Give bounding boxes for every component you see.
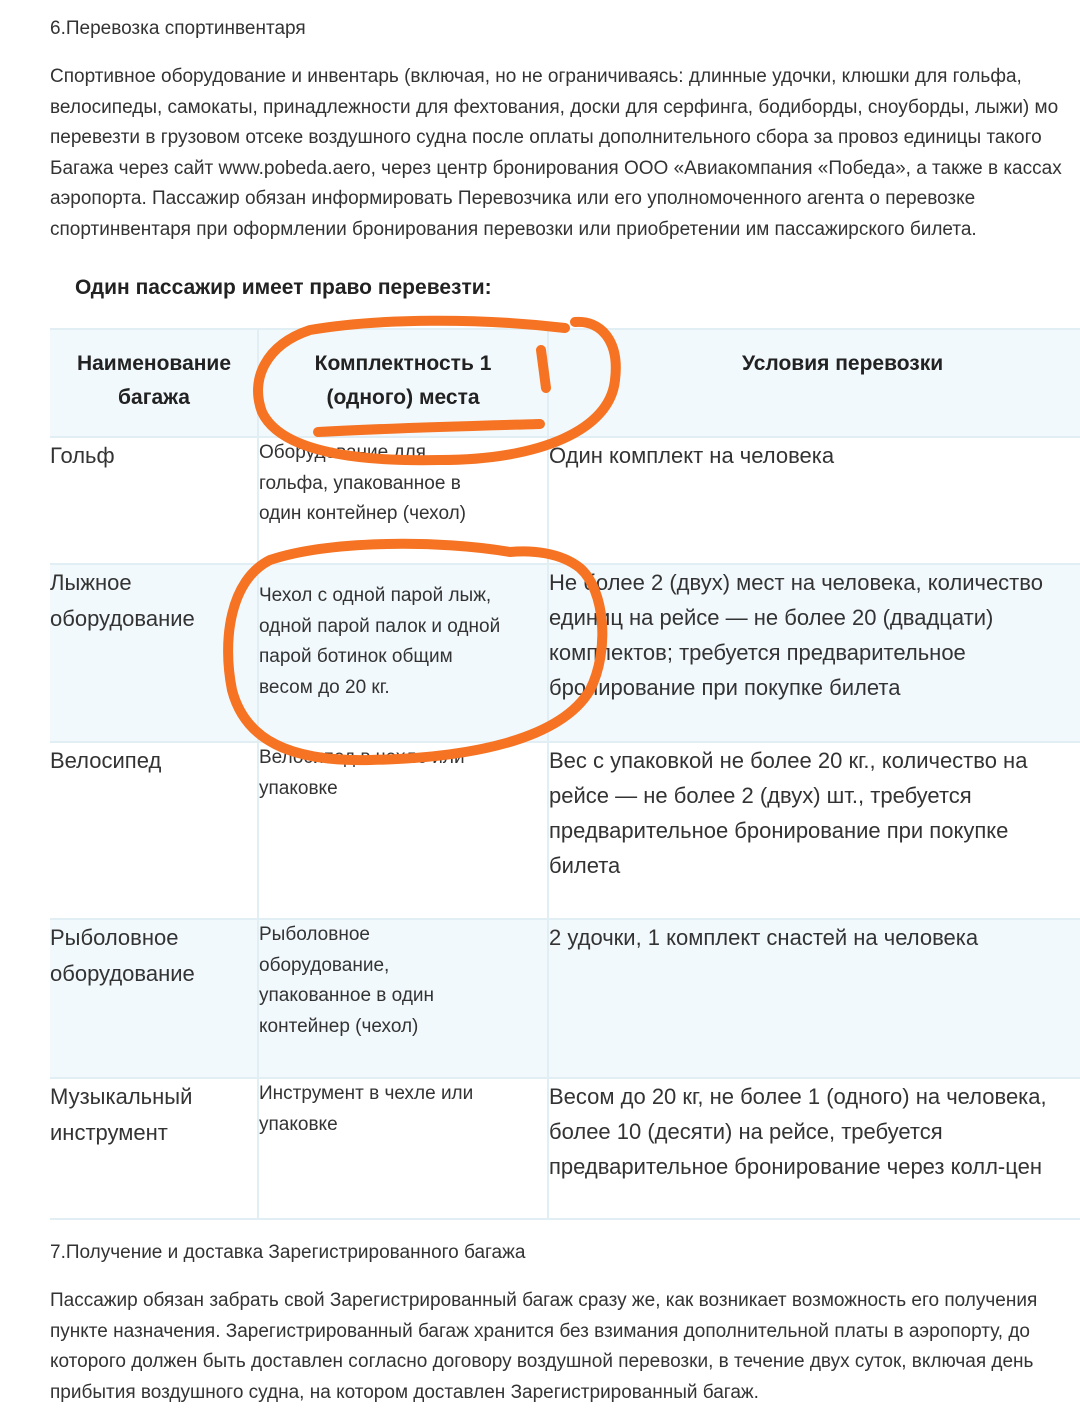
header-set: Комплектность 1 (одного) места [258,329,548,437]
cell-set: Оборудование для гольфа, упакованное в один контейнер (чехол) [258,437,548,564]
paragraph-line: Пассажир обязан забрать свой Зарегистрированный багаж сразу же, как возникает возможность его получения [50,1290,1038,1311]
table-row [50,1078,1080,1219]
header-conditions: Условия перевозки [548,329,1080,437]
baggage-table [50,328,1080,1220]
cell-conditions: Весом до 20 кг, не более 1 (одного) на человека, более 10 (десяти) на рейсе, требуется предварительное бронирование через колл-цен [548,1078,1080,1219]
table-header-row [50,329,1080,437]
cell-conditions: Не более 2 (двух) мест на человека, количество единиц на рейсе — не более 20 (двадцати) комплектов; требуется предварительное бронирование при покупке билета [548,564,1080,742]
cell-conditions: Вес с упаковкой не более 20 кг., количество на рейсе — не более 2 (двух) шт., требуется предварительное бронирование при покупке билета [548,742,1080,919]
cell-set: Велосипед в чехле или упаковке [258,742,548,919]
paragraph-line: Багажа через сайт www.pobeda.aero, через центр бронирования ООО «Авиакомпания «Победа», а также в кассах [50,157,1062,179]
paragraph-line: аэропорта. Пассажир обязан информировать Перевозчика или его уполномоченного агента о перевозке [50,188,976,209]
cell-set: Рыболовное оборудование, упакованное в один контейнер (чехол) [258,919,548,1078]
paragraph-line: спортинвентаря при оформлении бронирования перевозки или приобретении им пассажирского билета. [50,218,977,240]
cell-set: Инструмент в чехле или упаковке [258,1078,548,1219]
cell-name: Гольф [50,443,115,468]
paragraph-line: пункте назначения. Зарегистрированный багаж хранится без взимания дополнительной платы в аэропорту, до [50,1320,1030,1342]
cell-conditions: 2 удочки, 1 комплект снастей на человека [548,919,1080,1078]
table-row [50,437,1080,564]
section-6-title: 6.Перевозка спортинвентаря [50,18,306,39]
paragraph-line: перевезти в грузовом отсеке воздушного судна после оплаты дополнительного сбора за провоз единицы такого [50,127,1042,148]
cell-name: Велосипед [50,748,162,773]
section-7-paragraph [50,1286,1080,1408]
paragraph-line: прибытия воздушного судна, на котором доставлен Зарегистрированный багаж. [50,1381,759,1403]
paragraph-line: велосипеды, самокаты, принадлежности для фехтования, доски для серфинга, бодиборды, сноуборды, лыжи) мо [50,96,1059,118]
table-row [50,919,1080,1078]
table-row [50,564,1080,742]
cell-conditions: Один комплект на человека [548,437,1080,564]
paragraph-line: Спортивное оборудование и инвентарь (включая, но не ограничиваясь: длинные удочки, клюшки для гольфа, [50,66,1022,87]
section-7-title: 7.Получение и доставка Зарегистрированного багажа [50,1242,526,1263]
cell-name: Музыкальный инструмент [50,1084,193,1145]
paragraph-line: которого должен быть доставлен согласно договору воздушной перевозки, в течение двух суток, включая день [50,1351,1034,1372]
cell-name: Рыболовное оборудование [50,925,195,986]
table-row [50,742,1080,919]
table-caption: Один пассажир имеет право перевезти: [75,276,492,299]
section-6-paragraph [50,62,1080,245]
cell-set: Чехол с одной парой лыж, одной парой палок и одной парой ботинок общим весом до 20 кг. [258,564,548,742]
header-baggage-name: Наименование багажа [76,352,232,409]
cell-name: Лыжное оборудование [50,570,195,631]
